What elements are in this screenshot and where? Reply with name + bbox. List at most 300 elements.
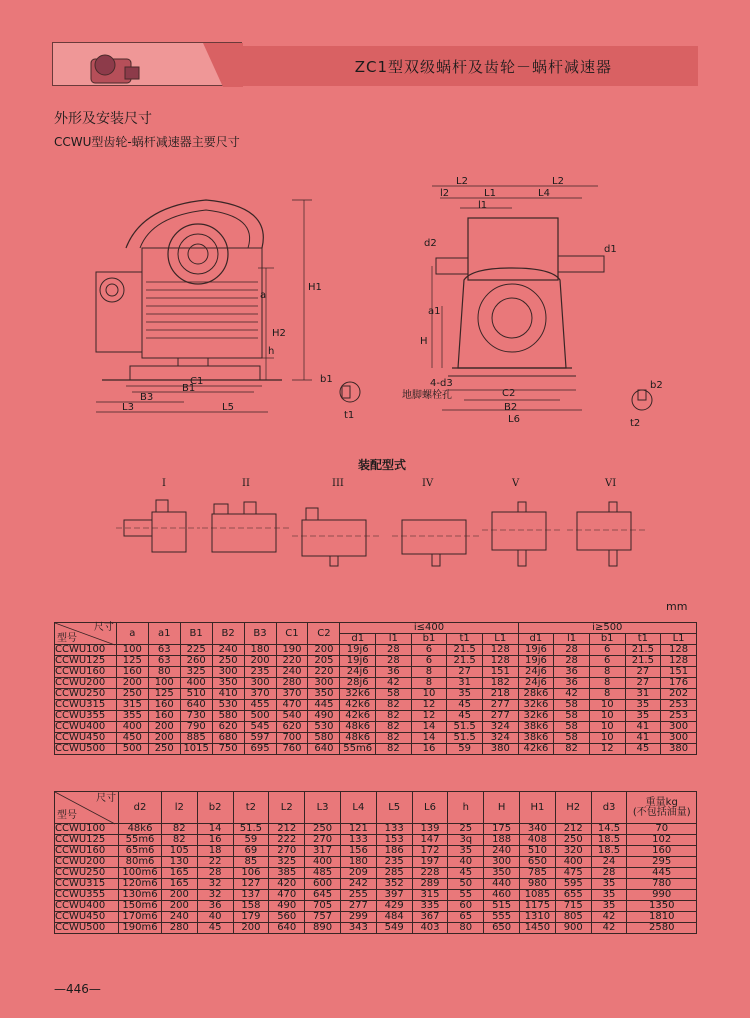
table-cell: 445 — [627, 868, 697, 879]
label-d1: d1 — [604, 244, 617, 255]
table-cell: 38k6 — [518, 733, 554, 744]
table-cell: 170m6 — [119, 912, 162, 923]
table-cell: 620 — [276, 722, 308, 733]
table-cell: 240 — [212, 645, 244, 656]
t2-col-L4: L4 — [340, 792, 376, 824]
t2-col-L2: L2 — [269, 792, 305, 824]
table-row — [55, 879, 697, 890]
table-cell: 55m6 — [119, 835, 162, 846]
model-cell: CCWU200 — [55, 678, 117, 689]
label-C1: C1 — [190, 376, 204, 387]
table-cell: 300 — [661, 722, 697, 733]
table-cell: 200 — [148, 733, 180, 744]
table-cell: 250 — [116, 689, 148, 700]
table-cell: 325 — [269, 857, 305, 868]
t2-col-l2: l2 — [161, 792, 197, 824]
table-cell: 58 — [554, 733, 590, 744]
table-cell: 28j6 — [340, 678, 376, 689]
table-cell: 289 — [412, 879, 448, 890]
t1-subcol-high-b1: b1 — [589, 634, 625, 645]
table-cell: 41 — [625, 722, 661, 733]
table-cell: 549 — [376, 923, 412, 934]
table-cell: 500 — [116, 744, 148, 755]
table-cell: 51.5 — [233, 824, 269, 835]
table-cell: 82 — [376, 711, 412, 722]
t1-col-B3: B3 — [244, 623, 276, 645]
table-cell: 285 — [376, 868, 412, 879]
assembly-type-4 — [392, 478, 482, 566]
table-cell: 24 — [591, 857, 627, 868]
table-row — [55, 645, 697, 656]
table-row — [55, 824, 697, 835]
table-row — [55, 722, 697, 733]
table-cell: 805 — [555, 912, 591, 923]
table-cell: 58 — [554, 722, 590, 733]
table-cell: 45 — [447, 711, 483, 722]
table-cell: 460 — [484, 890, 520, 901]
model-cell: CCWU400 — [55, 901, 119, 912]
table-cell: 680 — [212, 733, 244, 744]
table-cell: 69 — [233, 846, 269, 857]
table-cell: 58 — [376, 689, 412, 700]
label-L6: L6 — [508, 414, 520, 425]
table-cell: 180 — [244, 645, 276, 656]
table-cell: 153 — [376, 835, 412, 846]
label-B3: B3 — [140, 392, 154, 403]
table-cell: 45 — [625, 744, 661, 755]
table-cell: 128 — [482, 645, 518, 656]
label-L1: L1 — [484, 188, 496, 199]
table-cell: 121 — [340, 824, 376, 835]
table-cell: 28 — [554, 645, 590, 656]
table-cell: 48k6 — [340, 733, 376, 744]
model-cell: CCWU100 — [55, 645, 117, 656]
table-row — [55, 700, 697, 711]
table-cell: 475 — [555, 868, 591, 879]
label-t2: t2 — [630, 418, 641, 429]
table-cell: 250 — [555, 835, 591, 846]
t2-col-L3: L3 — [305, 792, 341, 824]
table-cell: 25 — [448, 824, 484, 835]
table-cell: 63 — [148, 645, 180, 656]
table-cell: 540 — [276, 711, 308, 722]
table-cell: 14.5 — [591, 824, 627, 835]
table-cell: 40 — [448, 857, 484, 868]
t1-col-C1: C1 — [276, 623, 308, 645]
table-cell: 228 — [412, 868, 448, 879]
table-cell: 300 — [661, 733, 697, 744]
table-cell: 317 — [305, 846, 341, 857]
t2-col-H: H — [484, 792, 520, 824]
table-cell: 222 — [269, 835, 305, 846]
table-cell: 21.5 — [447, 645, 483, 656]
table-cell: 182 — [482, 678, 518, 689]
table-cell: 42k6 — [518, 744, 554, 755]
table-cell: 42 — [376, 678, 412, 689]
table-cell: 380 — [482, 744, 518, 755]
t1-subcol-low-t1: t1 — [447, 634, 483, 645]
model-cell: CCWU125 — [55, 656, 117, 667]
table-cell: 28 — [197, 868, 233, 879]
table-cell: 1350 — [627, 901, 697, 912]
table-cell: 41 — [625, 733, 661, 744]
table-cell: 35 — [447, 689, 483, 700]
table-cell: 2580 — [627, 923, 697, 934]
table-cell: 35 — [625, 711, 661, 722]
table-cell: 60 — [448, 901, 484, 912]
table-cell: 21.5 — [625, 656, 661, 667]
table-cell: 397 — [376, 890, 412, 901]
t2-col-L6: L6 — [412, 792, 448, 824]
table-cell: 133 — [340, 835, 376, 846]
table-row — [55, 901, 697, 912]
table-cell: 200 — [161, 901, 197, 912]
table-cell: 209 — [340, 868, 376, 879]
table2-header-row — [55, 792, 697, 824]
table-cell: 100 — [148, 678, 180, 689]
t1-group-high: i≥500 — [518, 623, 696, 634]
table-cell: 10 — [411, 689, 447, 700]
table1-corner-top: 尺寸 — [93, 622, 114, 633]
table-row — [55, 689, 697, 700]
table-row — [55, 890, 697, 901]
table-cell: 18.5 — [591, 846, 627, 857]
table-cell: 785 — [520, 868, 556, 879]
table-cell: 250 — [212, 656, 244, 667]
table-cell: 280 — [276, 678, 308, 689]
table-cell: 560 — [269, 912, 305, 923]
table-cell: 10 — [589, 700, 625, 711]
table-cell: 45 — [448, 868, 484, 879]
table-cell: 450 — [116, 733, 148, 744]
table-cell: 12 — [411, 700, 447, 711]
t1-col-B2: B2 — [212, 623, 244, 645]
label-b1: b1 — [320, 374, 333, 385]
table-cell: 158 — [233, 901, 269, 912]
page-header — [52, 42, 698, 86]
t1-col-a1: a1 — [148, 623, 180, 645]
assembly-diagrams — [112, 476, 652, 576]
model-cell: CCWU315 — [55, 700, 117, 711]
table1-header-row-1 — [55, 623, 697, 634]
table-cell: 400 — [555, 857, 591, 868]
gearbox-logo-icon — [53, 43, 243, 87]
unit-label: mm — [666, 600, 688, 613]
table-cell: 36 — [376, 667, 412, 678]
table-row — [55, 868, 697, 879]
table-cell: 299 — [340, 912, 376, 923]
table-cell: 24j6 — [340, 667, 376, 678]
t1-subcol-high-t1: t1 — [625, 634, 661, 645]
table-cell: 340 — [520, 824, 556, 835]
page-number: —446— — [54, 982, 101, 996]
t1-subcol-low-b1: b1 — [411, 634, 447, 645]
table-cell: 35 — [448, 846, 484, 857]
table-cell: 55 — [448, 890, 484, 901]
table-cell: 21.5 — [447, 656, 483, 667]
section-title: 外形及安装尺寸 — [54, 111, 152, 127]
table-row — [55, 857, 697, 868]
t1-col-a: a — [116, 623, 148, 645]
table-row — [55, 667, 697, 678]
model-cell: CCWU160 — [55, 846, 119, 857]
table-cell: 19j6 — [518, 656, 554, 667]
table-cell: 102 — [627, 835, 697, 846]
table-cell: 165 — [161, 879, 197, 890]
table-cell: 58 — [554, 711, 590, 722]
t2-col-H1: H1 — [520, 792, 556, 824]
table-cell: 32k6 — [518, 700, 554, 711]
table-cell: 32k6 — [518, 711, 554, 722]
table1-corner — [55, 623, 117, 645]
table-cell: 28k6 — [518, 689, 554, 700]
table-cell: 400 — [305, 857, 341, 868]
table-cell: 240 — [276, 667, 308, 678]
table-cell: 780 — [627, 879, 697, 890]
table-cell: 35 — [625, 700, 661, 711]
table-cell: 212 — [269, 824, 305, 835]
table-cell: 555 — [484, 912, 520, 923]
table-cell: 137 — [233, 890, 269, 901]
table-cell: 22 — [197, 857, 233, 868]
table-cell: 205 — [308, 656, 340, 667]
label-a: a — [260, 290, 267, 301]
table-cell: 350 — [308, 689, 340, 700]
table-cell: 620 — [212, 722, 244, 733]
label-H: H — [420, 336, 428, 347]
table-cell: 14 — [411, 722, 447, 733]
table-cell: 990 — [627, 890, 697, 901]
label-L2-left: L2 — [456, 176, 468, 187]
table-cell: 8 — [589, 678, 625, 689]
t1-subcol-high-l1: l1 — [554, 634, 590, 645]
table-cell: 165 — [161, 868, 197, 879]
label-t1: t1 — [344, 410, 355, 421]
table-cell: 58 — [554, 700, 590, 711]
table-cell: 200 — [308, 645, 340, 656]
table-row — [55, 711, 697, 722]
table-cell: 350 — [484, 868, 520, 879]
table2-corner-top: 尺寸 — [96, 793, 117, 804]
table-cell: 130 — [161, 857, 197, 868]
model-cell: CCWU355 — [55, 711, 117, 722]
table-cell: 100m6 — [119, 868, 162, 879]
table-cell: 220 — [308, 667, 340, 678]
table-cell: 352 — [376, 879, 412, 890]
label-l1: l1 — [478, 200, 488, 211]
table-cell: 179 — [233, 912, 269, 923]
table-cell: 100 — [116, 645, 148, 656]
table-cell: 42 — [591, 923, 627, 934]
table-cell: 48k6 — [119, 824, 162, 835]
t1-subcol-low-d1: d1 — [340, 634, 376, 645]
table-cell: 420 — [269, 879, 305, 890]
table-cell: 370 — [244, 689, 276, 700]
table-cell: 125 — [116, 656, 148, 667]
table-cell: 885 — [180, 733, 212, 744]
table-cell: 24j6 — [518, 667, 554, 678]
table-cell: 180 — [340, 857, 376, 868]
table-cell: 277 — [482, 711, 518, 722]
table-cell: 408 — [520, 835, 556, 846]
table-cell: 253 — [661, 711, 697, 722]
label-L4: L4 — [538, 188, 550, 199]
table-cell: 580 — [212, 711, 244, 722]
table-cell: 270 — [269, 846, 305, 857]
table-cell: 490 — [308, 711, 340, 722]
table-cell: 188 — [484, 835, 520, 846]
t2-col-weight — [627, 792, 697, 824]
table-cell: 400 — [116, 722, 148, 733]
table-cell: 28 — [376, 645, 412, 656]
table-cell: 31 — [625, 689, 661, 700]
table-cell: 200 — [116, 678, 148, 689]
table-cell: 120m6 — [119, 879, 162, 890]
table-cell: 160 — [148, 711, 180, 722]
table-cell: 48k6 — [340, 722, 376, 733]
front-view-drawing — [82, 186, 372, 431]
table-cell: 151 — [661, 667, 697, 678]
table-cell: 890 — [305, 923, 341, 934]
table-cell: 19j6 — [518, 645, 554, 656]
table-cell: 300 — [212, 667, 244, 678]
table2-corner-bottom: 型号 — [57, 810, 77, 821]
table-row — [55, 678, 697, 689]
table-cell: 760 — [276, 744, 308, 755]
table-cell: 3q — [448, 835, 484, 846]
table-cell: 253 — [661, 700, 697, 711]
table-cell: 21.5 — [625, 645, 661, 656]
table-cell: 315 — [412, 890, 448, 901]
table-cell: 10 — [589, 733, 625, 744]
table-cell: 260 — [180, 656, 212, 667]
table-cell: 300 — [244, 678, 276, 689]
table-cell: 200 — [148, 722, 180, 733]
table-cell: 1175 — [520, 901, 556, 912]
weight-head: 重量kg — [645, 796, 678, 808]
t2-col-d3: d3 — [591, 792, 627, 824]
table-row — [55, 923, 697, 934]
table-cell: 640 — [180, 700, 212, 711]
table-cell: 80m6 — [119, 857, 162, 868]
table-cell: 128 — [661, 645, 697, 656]
label-C2: C2 — [502, 388, 516, 399]
table-cell: 6 — [589, 645, 625, 656]
t1-subcol-low-l1: l1 — [376, 634, 412, 645]
dimension-table-2 — [54, 791, 697, 934]
t2-col-H2: H2 — [555, 792, 591, 824]
table-cell: 445 — [308, 700, 340, 711]
table-row — [55, 733, 697, 744]
table-cell: 1015 — [180, 744, 212, 755]
assembly-type-1 — [116, 478, 200, 552]
table-cell: 6 — [589, 656, 625, 667]
table-cell: 235 — [376, 857, 412, 868]
dimension-table-1 — [54, 622, 697, 755]
table-cell: 106 — [233, 868, 269, 879]
table-cell: 200 — [244, 656, 276, 667]
assembly-type-5 — [482, 478, 562, 566]
table-cell: 385 — [269, 868, 305, 879]
table-cell: 160 — [116, 667, 148, 678]
table-cell: 580 — [308, 733, 340, 744]
table-cell: 12 — [411, 711, 447, 722]
table-cell: 36 — [554, 678, 590, 689]
table-cell: 200 — [161, 890, 197, 901]
table-cell: 715 — [555, 901, 591, 912]
table-cell: 186 — [376, 846, 412, 857]
table-cell: 130m6 — [119, 890, 162, 901]
table-cell: 176 — [661, 678, 697, 689]
table-cell: 8 — [589, 667, 625, 678]
table-cell: 324 — [482, 722, 518, 733]
assembly-label-3: III — [332, 478, 344, 489]
table-cell: 42k6 — [340, 711, 376, 722]
table-cell: 705 — [305, 901, 341, 912]
assembly-title: 装配型式 — [358, 458, 407, 472]
model-cell: CCWU500 — [55, 744, 117, 755]
table-row — [55, 912, 697, 923]
table-cell: 16 — [197, 835, 233, 846]
table-cell: 27 — [625, 667, 661, 678]
table-cell: 218 — [482, 689, 518, 700]
table-cell: 190 — [276, 645, 308, 656]
table-cell: 27 — [447, 667, 483, 678]
table-cell: 1310 — [520, 912, 556, 923]
table-cell: 12 — [589, 744, 625, 755]
table-cell: 18.5 — [591, 835, 627, 846]
table-cell: 240 — [484, 846, 520, 857]
t2-col-L5: L5 — [376, 792, 412, 824]
table-cell: 82 — [376, 700, 412, 711]
table-cell: 32k6 — [340, 689, 376, 700]
table-cell: 500 — [244, 711, 276, 722]
table-cell: 35 — [591, 901, 627, 912]
table-cell: 125 — [148, 689, 180, 700]
table-cell: 730 — [180, 711, 212, 722]
table-cell: 10 — [589, 711, 625, 722]
table-cell: 315 — [116, 700, 148, 711]
table-cell: 16 — [411, 744, 447, 755]
table-cell: 160 — [148, 700, 180, 711]
t1-subcol-low-L1: L1 — [482, 634, 518, 645]
table-row — [55, 656, 697, 667]
table-cell: 200 — [233, 923, 269, 934]
model-cell: CCWU200 — [55, 857, 119, 868]
assembly-type-3 — [292, 478, 382, 566]
table-cell: 59 — [447, 744, 483, 755]
table-cell: 28 — [376, 656, 412, 667]
table-cell: 380 — [661, 744, 697, 755]
assembly-label-6: VI — [605, 478, 617, 489]
table-cell: 175 — [484, 824, 520, 835]
table-cell: 212 — [555, 824, 591, 835]
table-cell: 510 — [520, 846, 556, 857]
table-cell: 156 — [340, 846, 376, 857]
t1-subcol-high-L1: L1 — [661, 634, 697, 645]
table-cell: 335 — [412, 901, 448, 912]
table-cell: 59 — [233, 835, 269, 846]
table-cell: 757 — [305, 912, 341, 923]
weight-note: (不包括油量) — [632, 806, 691, 818]
table-cell: 65 — [448, 912, 484, 923]
table-cell: 31 — [447, 678, 483, 689]
table-cell: 36 — [197, 901, 233, 912]
label-a1: a1 — [428, 306, 441, 317]
table-row — [55, 835, 697, 846]
label-bolt-hole: 地脚螺栓孔 — [402, 390, 452, 401]
table-cell: 150m6 — [119, 901, 162, 912]
